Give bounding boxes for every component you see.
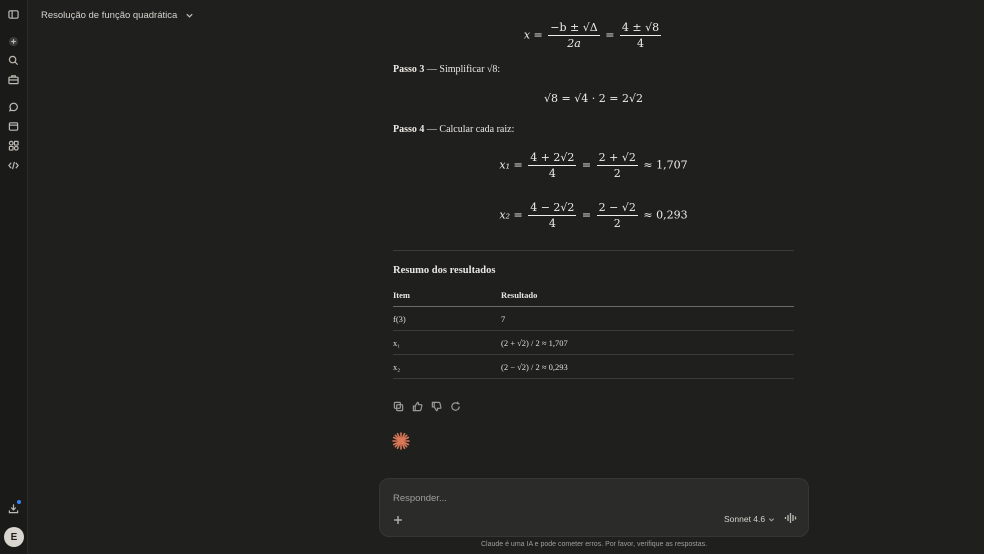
message-actions: [393, 400, 461, 411]
thumbs-down-icon[interactable]: [431, 400, 442, 411]
chevron-down-icon[interactable]: [185, 11, 194, 20]
table-cell: x₂: [393, 355, 501, 379]
equation-x2: x₂ = $\frac{4 - 2√2}{4}$ = $\frac{2 - √2}{2}$ ≈ 0,293: [499, 201, 688, 230]
model-selector[interactable]: [724, 514, 775, 524]
sidebar-toggle-icon[interactable]: [5, 6, 22, 23]
table-cell: f(3): [393, 307, 501, 331]
table-cell: (2 − √2) / 2 ≈ 0,293: [501, 355, 794, 379]
projects-icon[interactable]: [5, 71, 22, 88]
avatar[interactable]: E: [4, 527, 24, 547]
table-row: [393, 331, 794, 355]
equation-x1: x₁ = $\frac{4 + 2√2}{4}$ = $\frac{2 + √2}{2}$ ≈ 1,707: [499, 151, 688, 180]
step-4-heading: Passo 4 — Calcular cada raiz:: [393, 124, 515, 135]
voice-mode-button[interactable]: [784, 512, 798, 526]
apps-icon[interactable]: [5, 137, 22, 154]
sidebar: [0, 0, 28, 554]
step-3-heading: Passo 3 — Simplificar √8:: [393, 64, 501, 75]
column-header-result: Resultado: [501, 284, 794, 307]
retry-icon[interactable]: [450, 400, 461, 411]
code-icon[interactable]: [5, 157, 22, 174]
divider: [393, 250, 794, 251]
chats-icon[interactable]: [5, 99, 22, 116]
chevron-down-icon: [768, 516, 775, 523]
table-cell: x₁: [393, 331, 501, 355]
composer: [379, 478, 809, 537]
conversation-title[interactable]: Resolução de função quadrática: [41, 9, 178, 21]
table-cell: (2 + √2) / 2 ≈ 1,707: [501, 331, 794, 355]
summary-title: Resumo dos resultados: [393, 265, 496, 276]
copy-icon[interactable]: [393, 400, 404, 411]
table-cell: 7: [501, 307, 794, 331]
thumbs-up-icon[interactable]: [412, 400, 423, 411]
model-name: Sonnet 4.6: [724, 514, 766, 524]
table-row: [393, 307, 794, 331]
table-row: [393, 355, 794, 379]
plus-icon: [393, 515, 403, 525]
waveform-icon: [784, 512, 798, 524]
artifacts-icon[interactable]: [5, 118, 22, 135]
notification-dot: [17, 500, 21, 504]
download-icon[interactable]: [5, 500, 22, 517]
conversation-header[interactable]: [41, 7, 194, 23]
new-chat-icon[interactable]: [5, 33, 22, 50]
reply-input[interactable]: [391, 489, 695, 507]
claude-logo-icon: [392, 432, 410, 450]
column-header-item: Item: [393, 284, 501, 307]
add-attachment-button[interactable]: [393, 513, 405, 525]
formula-roots: x = $\frac{-b \pm √\Delta}{2a}$ = $\frac{4 \pm √8}{4}$: [523, 21, 660, 50]
equation-step-3: √8 = √4 · 2 = 2√2: [544, 92, 643, 105]
table-header-row: [393, 284, 794, 307]
disclaimer: Claude é uma IA e pode cometer erros. Por favor, verifique as respostas.: [480, 541, 708, 548]
summary-table: [393, 284, 794, 379]
search-icon[interactable]: [5, 52, 22, 69]
